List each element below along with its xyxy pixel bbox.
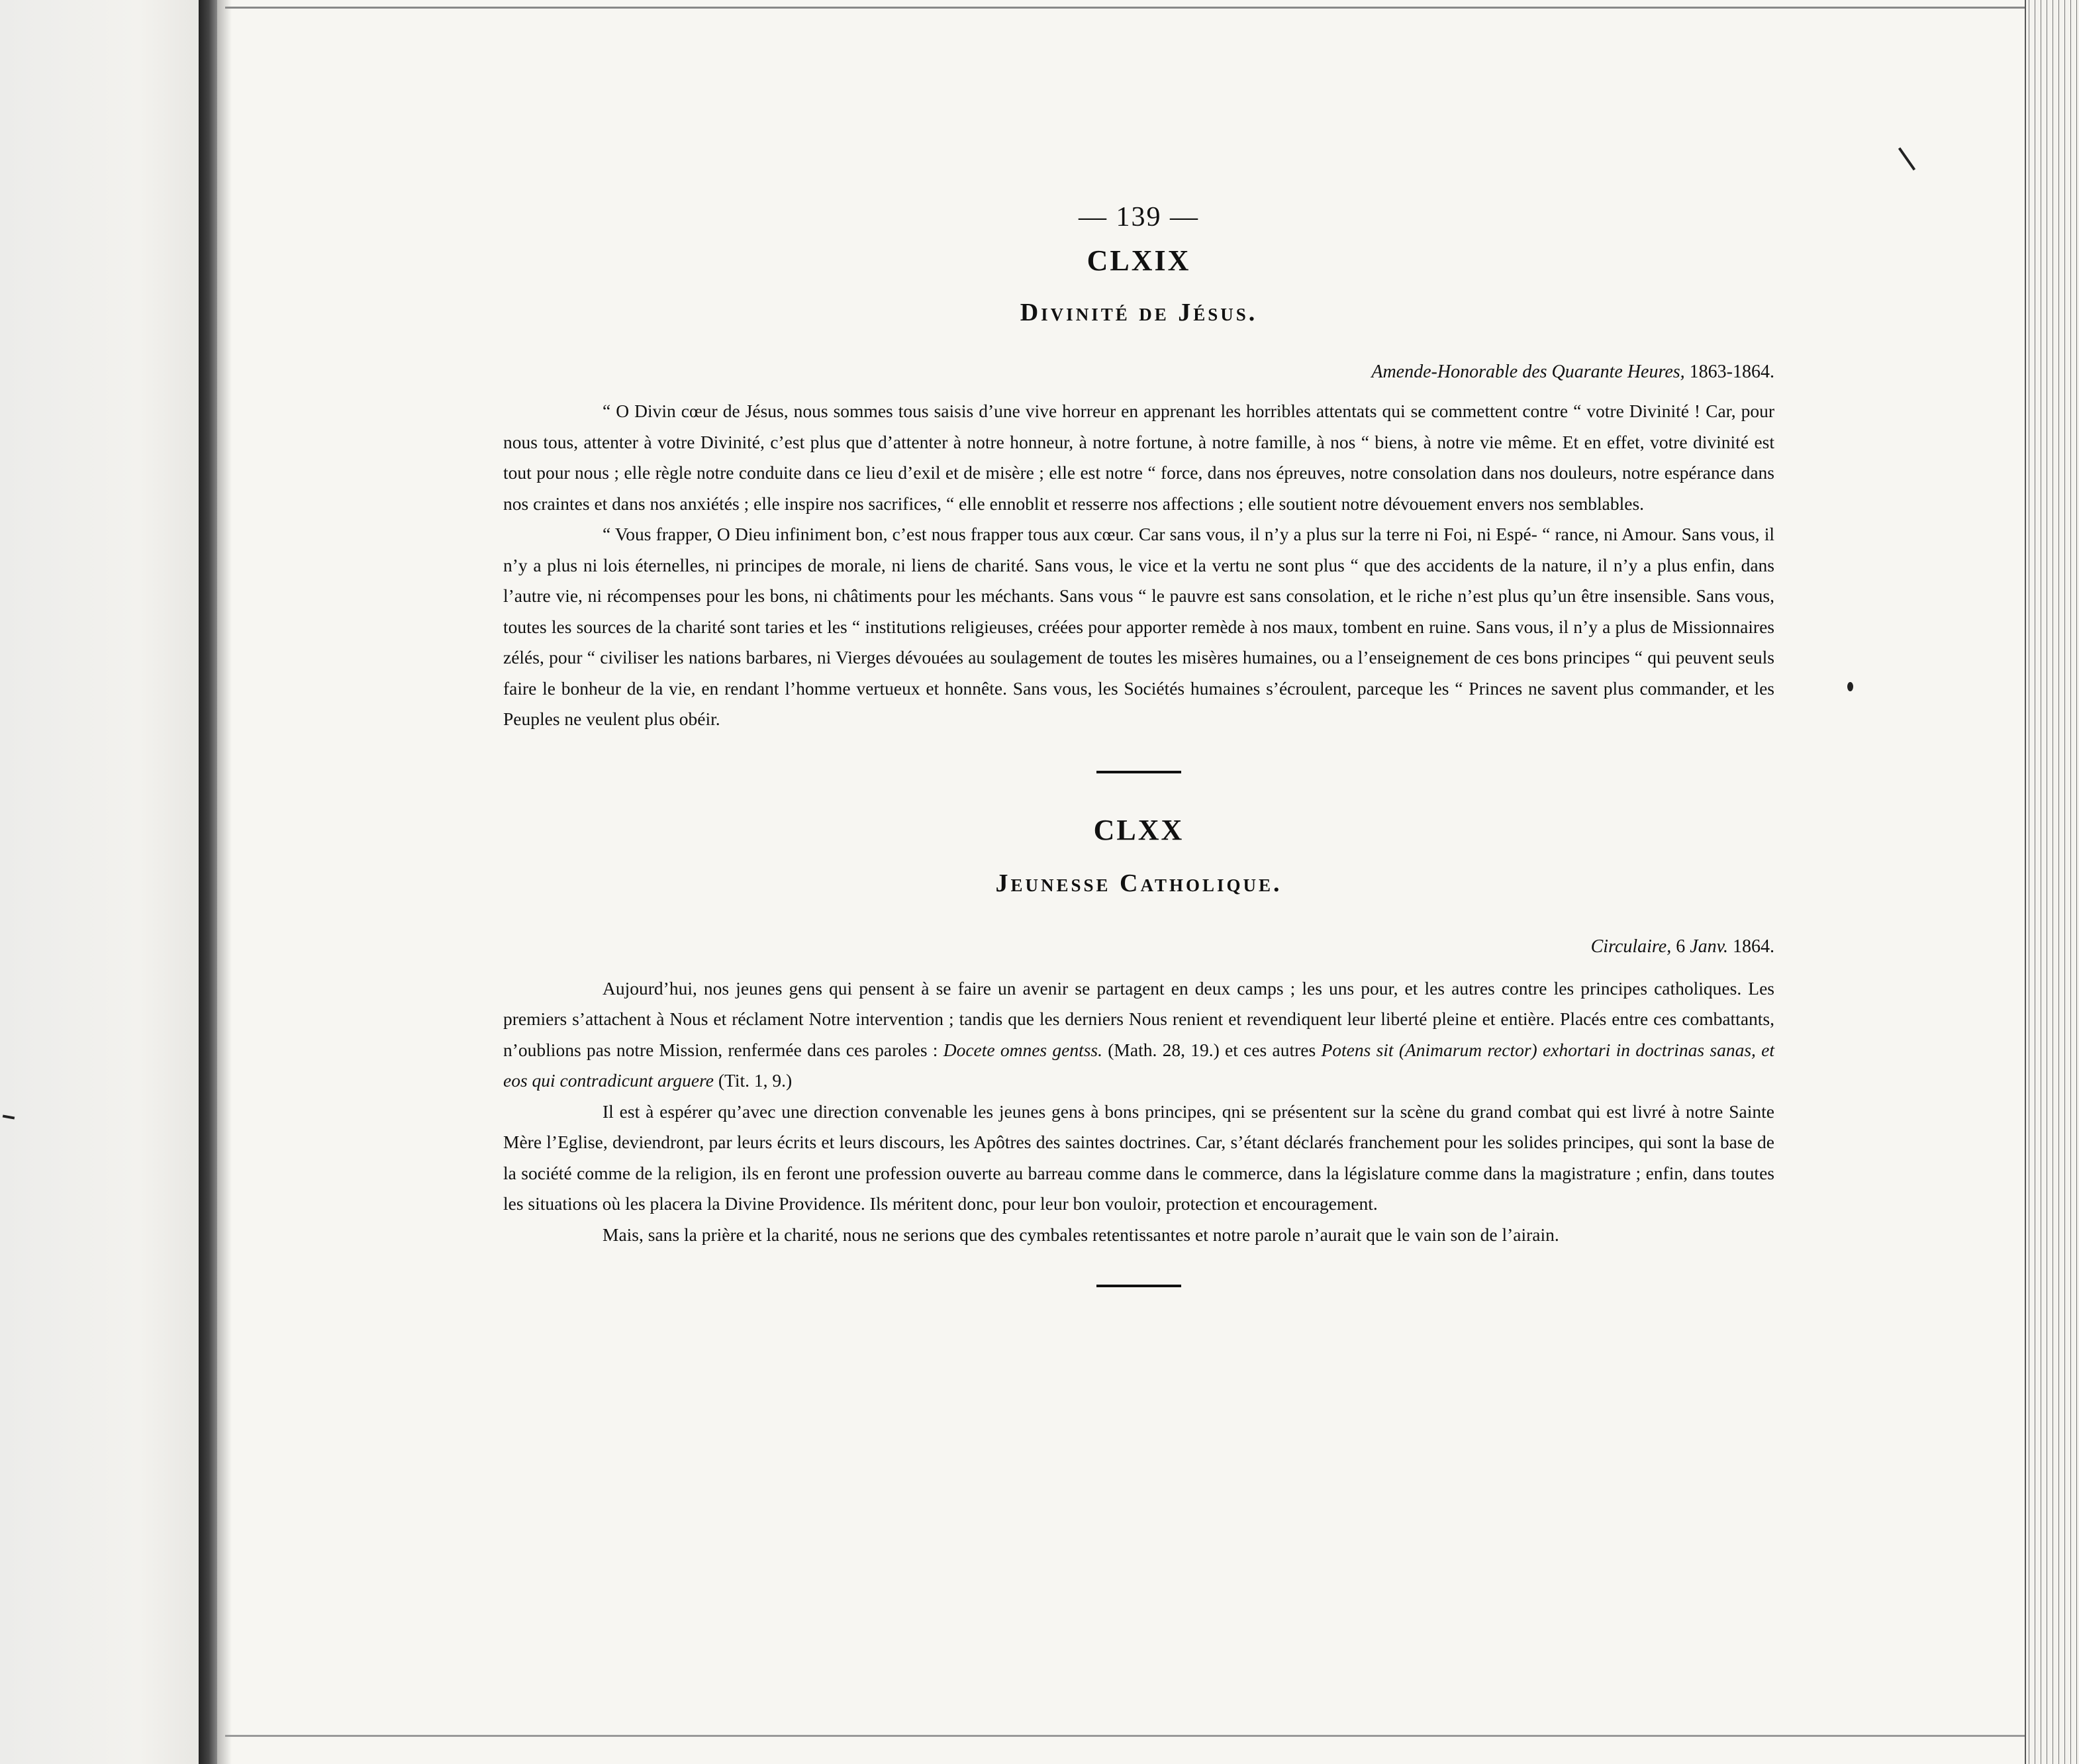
section-divider [1096, 1285, 1181, 1287]
paragraph: “ Vous frapper, O Dieu infiniment bon, c’est nous frapper tous aux cœur. Car sans vous, il n’y a plus sur la terre ni Foi, ni Espé- “ rance, ni Amour. Sans vous, il n’y a plus ni lois éternelles, ni principes de morale, ni liens de charité. Sans vous, le vice et la vertu ne sont plus “ que des accidents de la nature, il n’y a plus enfin, dans l’autre vie, ni récompenses pour les bons, ni châtiments pour les méchants. Sans vous “ le pauvre est sans consolation, et le riche n’est plus qu’un être insensible. Sans vous, toutes les sources de la charité sont taries et les “ institutions religieuses, créées pour apporter remède à nos maux, tombent en ruine. Sans vous, il n’y a plus de Missionnaires zélés, pour “ civiliser les nations barbares, ni Vierges dévouées au soulagement de toutes les misères humaines, ou a l’enseignement de ces bons principes “ qui peuvent seuls faire le bonheur de la vie, en rendant l’homme vertueux et honnête. Sans vous, les Sociétés humaines s’écroulent, parceque les “ Princes ne savent plus commander, et les Peuples ne veulent plus obéir. [503, 524, 1774, 729]
page-stack-edges [2025, 0, 2079, 1764]
paragraph: “ O Divin cœur de Jésus, nous sommes tous saisis d’une vive horreur en apprenant les horribles attentats qui se commettent contre “ votre Divinité ! Car, pour nous tous, attenter à votre Divinité, c’est plus que d’attenter à notre honneur, à notre fortune, à notre famille, à nos “ biens, à notre vie même. Et en effet, votre divinité est tout pour nous ; elle règle notre conduite dans ce lieu d’exil et de misère ; elle est notre “ force, dans nos épreuves, notre consolation dans nos douleurs, notre espérance dans nos craintes et dans nos anxiétés ; elle inspire nos sacrifices, “ elle ennoblit et resserre nos affections ; elle soutient notre dévouement envers nos semblables. [503, 401, 1774, 514]
source-citation [503, 932, 1774, 961]
gutter-shadow [217, 0, 232, 1764]
page-top-edge [225, 0, 2026, 9]
source-title: Circulaire, [1590, 936, 1672, 957]
source-year: 1864. [1733, 936, 1774, 957]
page-text-block [503, 199, 1774, 1287]
section-number: CLXIX [1087, 244, 1191, 277]
latin-quote: Potens sit (Animarum rector) exhortari in doctrinas sanas, et eos qui contradicunt arguere [503, 1039, 1775, 1091]
section-clxix [503, 242, 1774, 735]
source-citation [503, 358, 1774, 387]
book-spine-shadow [199, 0, 217, 1764]
scan-speck [1847, 682, 1853, 691]
facing-page-margin [0, 0, 199, 1764]
latin-quote: Docete omnes gentss. [943, 1039, 1102, 1060]
section-clxx [503, 812, 1774, 1251]
page-bottom-edge [225, 1735, 2026, 1737]
section-divider [1096, 771, 1181, 773]
paragraph-text: (Math. 28, 19.) et ces autres [1108, 1039, 1316, 1060]
paragraph-text: (Tit. 1, 9.) [718, 1070, 793, 1091]
section-title: Jeunesse Catholique. [995, 869, 1282, 897]
paragraph [503, 973, 1774, 1097]
source-title: Amende-Honorable des Quarante Heures, [1371, 362, 1685, 382]
section-number: CLXX [1093, 813, 1185, 846]
paragraph-text: Aujourd’hui, nos jeunes gens qui pensent à se faire un avenir se partagent en deux camps ; les uns pour, et les autres contre les principes catholiques. Les premiers s’attachent à Nous et réclament Notre intervention ; tandis que les derniers Nous renient et revendiquent leur liberté pleine et entière. Placés entre ces combattants, n’oublions pas notre Mission, renfermée dans ces paroles : [503, 977, 1774, 1060]
paragraph: Mais, sans la prière et la charité, nous ne serions que des cymbales retentissantes et notre parole n’aurait que le vain son de l’airain. [603, 1224, 1559, 1245]
paragraph: Il est à espérer qu’avec une direction convenable les jeunes gens à bons principes, qni se présentent sur la scène du grand combat qui est livré à notre Sainte Mère l’Eglise, deviendront, par leurs écrits et leurs discours, les Apôtres des saintes doctrines. Car, s’étant déclarés franchement pour les solides principes, qui sont la base de la société comme de la religion, ils en feront une profession ouverte au barreau comme dans le commerce, dans la législature comme dans la magistrature ; enfin, dans toutes les situations où les placera la Divine Providence. Ils méritent donc, pour leur bon vouloir, protection et encouragement. [503, 1101, 1774, 1214]
source-day: 6 [1676, 936, 1686, 957]
page-number: — 139 — [1079, 202, 1199, 232]
section-title: Divinité de Jésus. [1020, 299, 1258, 326]
source-month: Janv. [1690, 936, 1728, 957]
scan-speck [1898, 147, 1915, 170]
source-date: 1863-1864. [1689, 362, 1774, 382]
